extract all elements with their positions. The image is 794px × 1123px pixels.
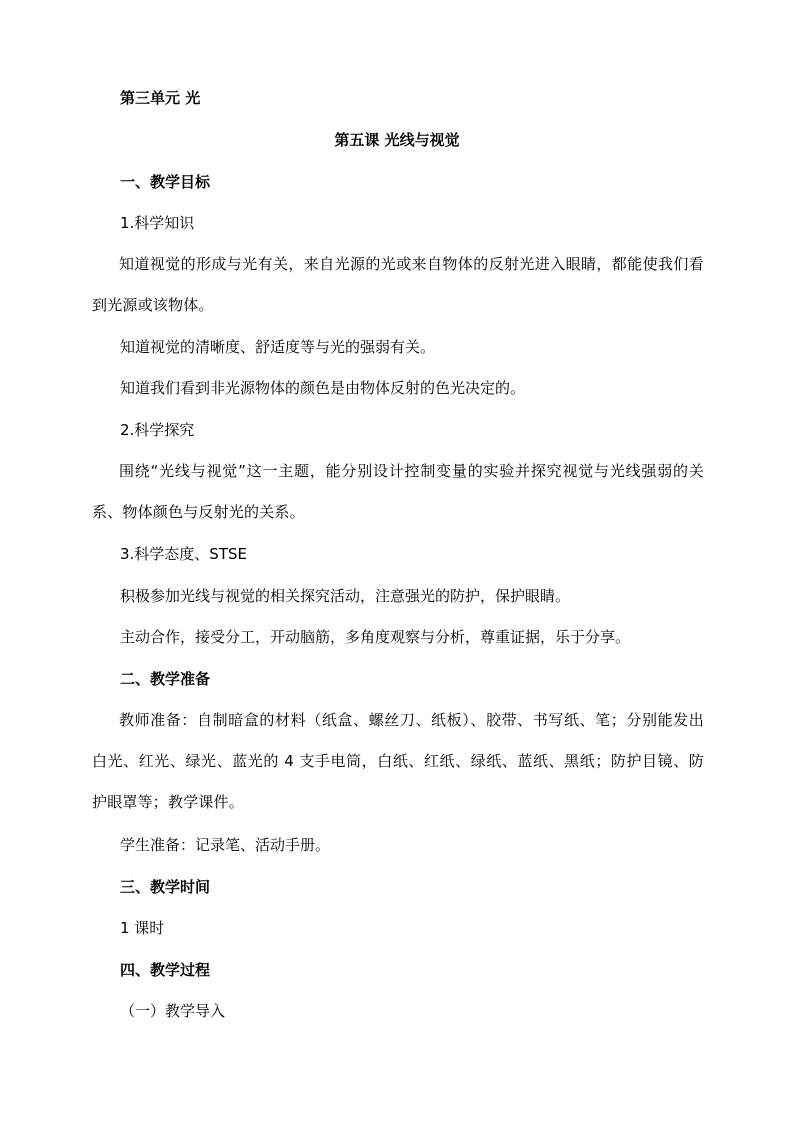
student-preparation: 学生准备：记录笔、活动手册。 <box>120 836 331 854</box>
teacher-preparation: 教师准备：自制暗盒的材料（纸盒、螺丝刀、纸板）、胶带、书写纸、笔；分别能发出白光、红光、绿光、蓝光的 4 支手电筒，白纸、红纸、绿纸、蓝纸、黑纸；防护目镜、防护眼罩等；教学课件。 <box>92 711 704 811</box>
knowledge-paragraph-2: 知道视觉的清晰度、舒适度等与光的强弱有关。 <box>120 338 436 356</box>
attitude-paragraph-2: 主动合作，接受分工，开动脑筋，多角度观察与分析，尊重证据，乐于分享。 <box>120 628 631 646</box>
objectives-heading: 一、教学目标 <box>120 173 211 191</box>
unit-title: 第三单元 光 <box>120 89 201 107</box>
time-heading: 三、教学时间 <box>120 878 211 896</box>
knowledge-heading: 1.科学知识 <box>120 214 195 232</box>
knowledge-paragraph-1: 知道视觉的形成与光有关，来自光源的光或来自物体的反射光进入眼睛，都能使我们看到光源或该物体。 <box>92 255 704 314</box>
inquiry-paragraph: 围绕“光线与视觉”这一主题，能分别设计控制变量的实验并探究视觉与光线强弱的关系、物体颜色与反射光的关系。 <box>92 462 704 521</box>
attitude-paragraph-1: 积极参加光线与视觉的相关探究活动，注意强光的防护，保护眼睛。 <box>120 587 571 605</box>
preparation-heading: 二、教学准备 <box>120 670 211 688</box>
time-value: 1 课时 <box>120 919 165 937</box>
knowledge-paragraph-3: 知道我们看到非光源物体的颜色是由物体反射的色光决定的。 <box>120 379 526 397</box>
inquiry-heading: 2.科学探究 <box>120 421 195 439</box>
attitude-heading: 3.科学态度、STSE <box>120 545 247 563</box>
intro-heading: （一）教学导入 <box>120 1002 226 1020</box>
lesson-title: 第五课 光线与视觉 <box>334 131 460 149</box>
process-heading: 四、教学过程 <box>120 961 211 979</box>
